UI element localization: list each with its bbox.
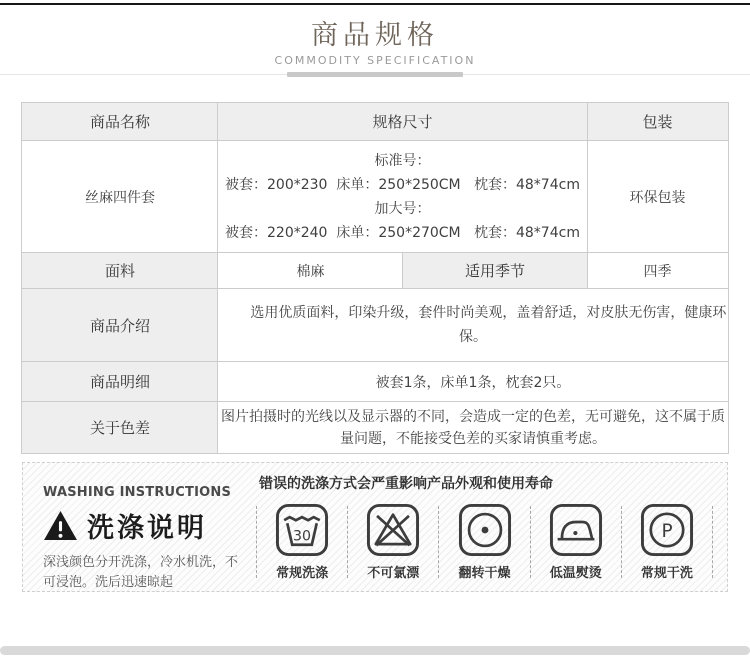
size-line-large-label: 加大号： <box>374 200 431 217</box>
washing-note: 深浅颜色分开洗涤，冷水机洗，不可浸泡。洗后迅速晾起 <box>43 555 239 590</box>
dry-clean-icon <box>640 503 694 557</box>
fabric-value-cell: 棉麻 <box>218 253 403 289</box>
product-name-cell: 丝麻四件套 <box>22 141 218 253</box>
page-header <box>0 5 750 78</box>
svg-text:P: P <box>661 520 673 542</box>
header-divider-bar <box>287 72 463 77</box>
washing-item-label: 低温熨烫 <box>549 566 602 581</box>
season-value-cell: 四季 <box>587 253 728 289</box>
no-bleach-icon <box>366 503 420 557</box>
color-note-row <box>22 402 728 454</box>
washing-heading-block <box>23 463 251 591</box>
size-line-standard-label: 标准号： <box>374 152 431 169</box>
size-line-standard-values: 被套：200*230 床单：250*250CM 枕套：48*74cm <box>225 176 580 193</box>
col-header-product-name: 商品名称 <box>22 103 218 141</box>
washing-warning-text: 错误的洗涤方式会严重影响产品外观和使用寿命 <box>259 476 553 492</box>
washing-item-iron-low <box>531 503 621 581</box>
washing-item-tumble-dry <box>439 503 529 581</box>
washing-item-label: 翻转干燥 <box>458 566 511 581</box>
washing-item-no-bleach <box>348 503 438 581</box>
washing-item-label: 常规干洗 <box>640 566 693 581</box>
intro-text: 选用优质面料，印染升级，套件时尚美观，盖着舒适，对皮肤无伤害，健康环保。 <box>250 305 727 345</box>
fabric-season-row <box>22 253 728 289</box>
washing-item-label: 常规洗涤 <box>276 566 329 581</box>
washing-item-label: 不可氯漂 <box>367 566 420 581</box>
header-divider <box>0 72 750 78</box>
page-title: 商品规格 <box>311 20 439 51</box>
dashed-separator <box>712 506 713 578</box>
washing-icons-row <box>256 503 713 581</box>
spec-table-header-row <box>22 103 728 141</box>
color-note-text-cell <box>218 402 728 454</box>
packaging-cell: 环保包装 <box>587 141 728 253</box>
detail-label-cell: 商品明细 <box>22 362 218 402</box>
spec-table <box>21 102 728 454</box>
tumble-dry-icon <box>458 503 512 557</box>
col-header-size: 规格尺寸 <box>218 103 587 141</box>
detail-row <box>22 362 728 402</box>
washing-instructions-section <box>22 462 728 592</box>
svg-text:30: 30 <box>293 528 312 545</box>
washing-title-en: WASHING INSTRUCTIONS <box>43 485 232 500</box>
page-subtitle: COMMODITY SPECIFICATION <box>274 54 476 67</box>
fabric-label-cell: 面料 <box>22 253 218 289</box>
color-note-text: 图片拍摄时的光线以及显示器的不同，会造成一定的色差，无可避免，这不属于质量问题，不能接受色差的买家请慎重考虑。 <box>220 408 725 447</box>
season-label-cell: 适用季节 <box>403 253 587 289</box>
bottom-bar <box>0 646 750 655</box>
wash-30-icon <box>275 503 329 557</box>
size-line-large-values: 被套：220*240 床单：250*270CM 枕套：48*74cm <box>225 224 580 241</box>
size-spec-cell <box>218 141 587 253</box>
washing-item-dry-clean <box>622 503 712 581</box>
intro-label-cell: 商品介绍 <box>22 289 218 362</box>
iron-low-temp-icon <box>549 503 603 557</box>
washing-title-cn: 洗涤说明 <box>87 513 207 544</box>
intro-row <box>22 289 728 362</box>
col-header-packaging: 包装 <box>587 103 728 141</box>
intro-text-cell <box>218 289 728 362</box>
washing-icons-block <box>251 463 727 591</box>
warning-triangle-icon <box>43 510 78 541</box>
product-spec-row <box>22 141 728 253</box>
color-note-label-cell: 关于色差 <box>22 402 218 454</box>
washing-item-normal-wash <box>257 503 347 581</box>
detail-text-cell: 被套1条，床单1条，枕套2只。 <box>218 362 728 402</box>
